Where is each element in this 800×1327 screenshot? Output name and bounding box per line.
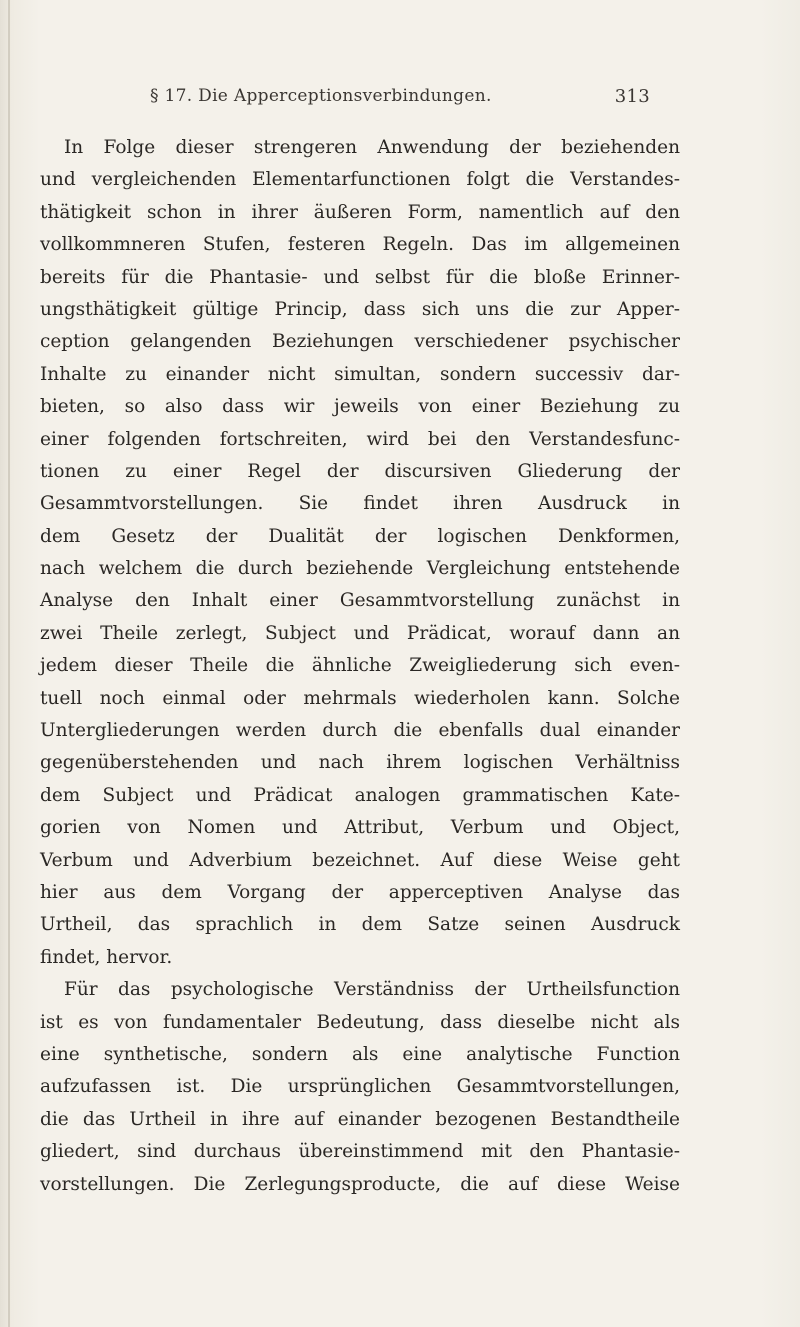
body-text <box>40 132 680 1201</box>
text-line: vorstellungen. Die Zerlegungsproducte, die auf diese Weise <box>40 1173 680 1195</box>
text-line: ist es von fundamentaler Bedeutung, dass dieselbe nicht als <box>40 1011 680 1033</box>
text-line: Für das psychologische Verständniss der Urtheilsfunction <box>64 979 680 1001</box>
text-line: Untergliederungen werden durch die ebenfalls dual einander <box>40 720 680 742</box>
text-line: und vergleichenden Elementarfunctionen folgt die Verstandes- <box>40 169 680 191</box>
text-line: bieten, so also dass wir jeweils von einer Beziehung zu <box>40 396 680 418</box>
page-gutter <box>8 0 10 1327</box>
text-line: dem Gesetz der Dualität der logischen Denkformen, <box>40 525 680 547</box>
text-line: aufzufassen ist. Die ursprünglichen Gesammtvorstellungen, <box>40 1076 680 1098</box>
text-line: tuell noch einmal oder mehrmals wiederholen kann. Solche <box>40 687 680 709</box>
text-line: findet, hervor. <box>40 946 173 968</box>
text-line: Urtheil, das sprachlich in dem Satze seinen Ausdruck <box>40 914 680 936</box>
text-line: Verbum und Adverbium bezeichnet. Auf diese Weise geht <box>40 849 680 871</box>
section-heading: § 17. Die Apperceptionsverbindungen. <box>150 86 492 106</box>
text-line: vollkommneren Stufen, festeren Regeln. Das im allgemeinen <box>40 234 680 256</box>
text-line: jedem dieser Theile die ähnliche Zweigliederung sich even- <box>40 655 680 677</box>
text-line: thätigkeit schon in ihrer äußeren Form, namentlich auf den <box>40 201 680 223</box>
text-line: gorien von Nomen und Attribut, Verbum und Object, <box>40 817 680 839</box>
text-line: ception gelangenden Beziehungen verschiedener psychischer <box>40 331 680 353</box>
text-line: zwei Theile zerlegt, Subject und Prädicat, worauf dann an <box>40 622 680 644</box>
text-line: einer folgenden fortschreiten, wird bei den Verstandesfunc- <box>40 428 680 450</box>
text-line: die das Urtheil in ihre auf einander bezogenen Bestandtheile <box>40 1108 680 1130</box>
text-line: gliedert, sind durchaus übereinstimmend mit den Phantasie- <box>40 1141 680 1163</box>
text-line: dem Subject und Prädicat analogen grammatischen Kate- <box>40 784 680 806</box>
page-number: 313 <box>614 86 650 107</box>
text-line: Analyse den Inhalt einer Gesammtvorstellung zunächst in <box>40 590 680 612</box>
text-line: In Folge dieser strengeren Anwendung der beziehenden <box>64 137 680 158</box>
text-line: ungsthätigkeit gültige Princip, dass sich uns die zur Apper- <box>40 298 680 320</box>
text-line: tionen zu einer Regel der discursiven Gliederung der <box>40 460 680 482</box>
text-line: hier aus dem Vorgang der apperceptiven Analyse das <box>40 881 680 903</box>
running-head <box>150 86 650 112</box>
text-line: gegenüberstehenden und nach ihrem logischen Verhältniss <box>40 752 680 774</box>
text-line: Gesammtvorstellungen. Sie findet ihren Ausdruck in <box>40 493 680 515</box>
text-line: bereits für die Phantasie- und selbst für die bloße Erinner- <box>40 266 680 288</box>
text-line: eine synthetische, sondern als eine analytische Function <box>40 1043 680 1065</box>
text-line: nach welchem die durch beziehende Vergleichung entstehende <box>40 558 680 580</box>
text-line: Inhalte zu einander nicht simultan, sondern successiv dar- <box>40 363 680 385</box>
